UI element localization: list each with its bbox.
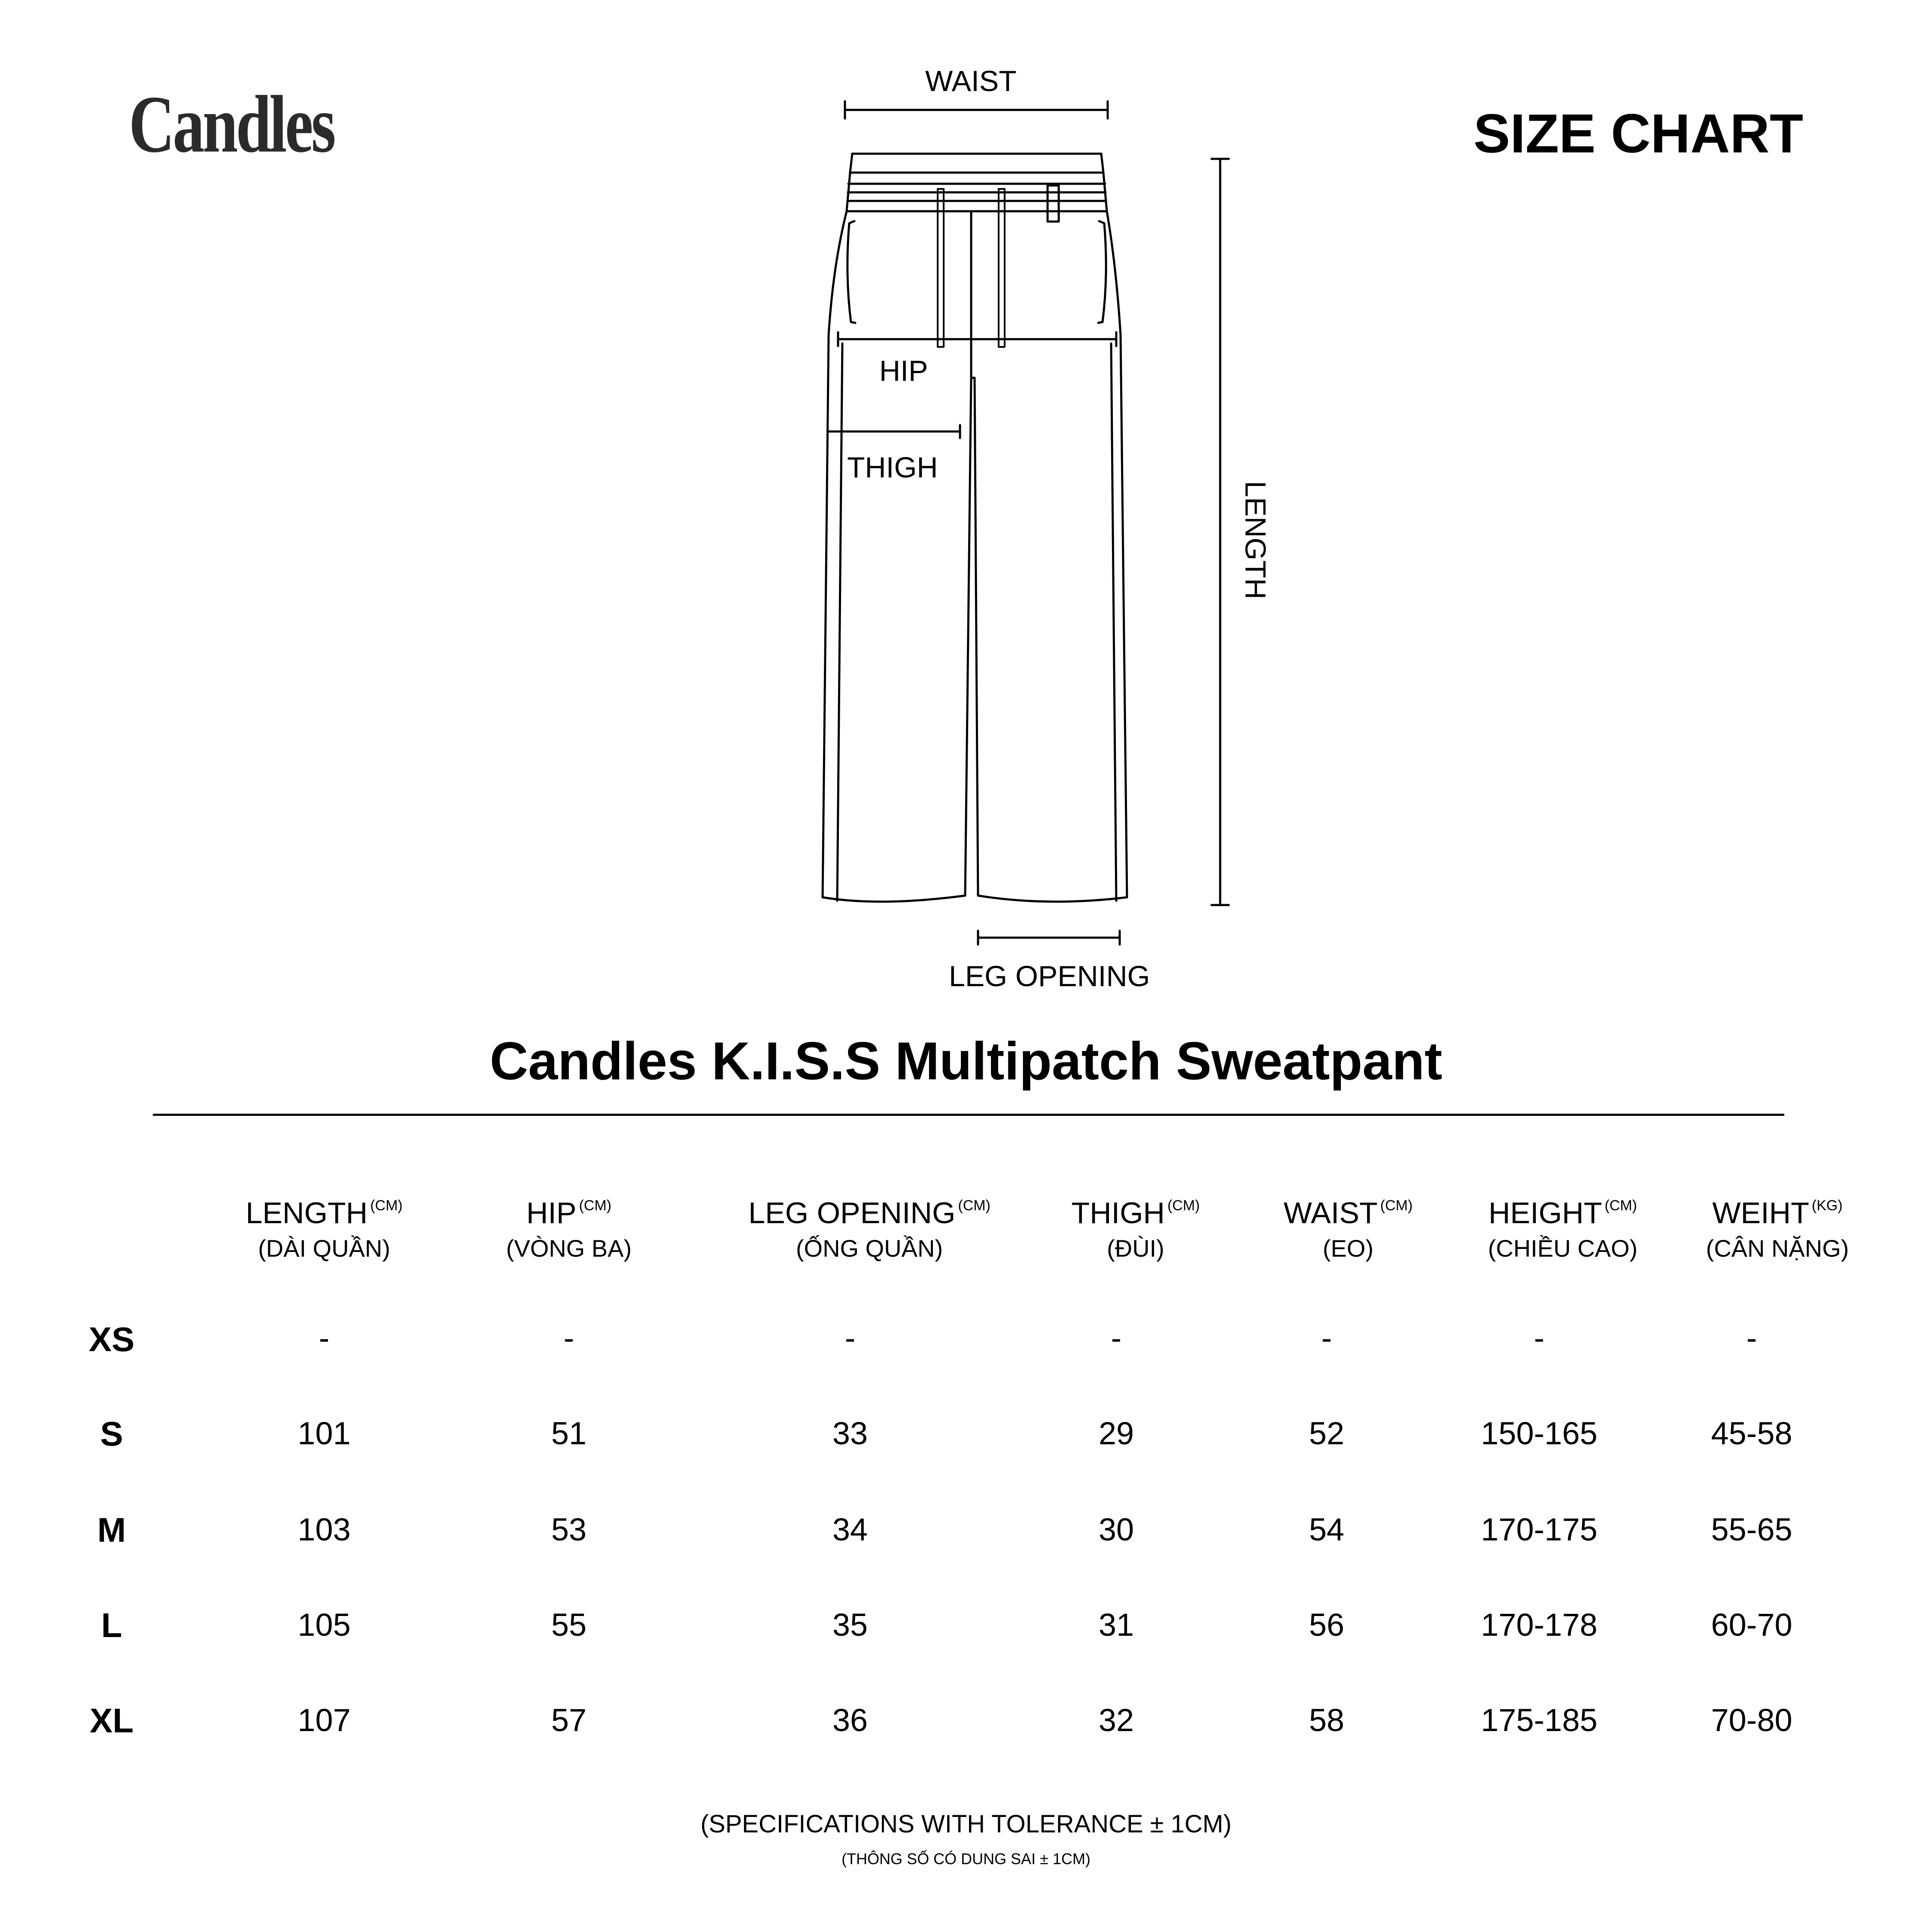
- table-cell: -: [563, 1320, 574, 1356]
- waistband: [847, 154, 1107, 211]
- column-unit: (KG): [1811, 1197, 1843, 1214]
- table-cell: -: [844, 1320, 856, 1356]
- left-pocket: [848, 221, 855, 323]
- table-cell: 105: [298, 1607, 351, 1643]
- thigh-measure-line: [829, 425, 960, 438]
- column-header-label: HIP: [526, 1196, 577, 1230]
- right-pocket: [1098, 221, 1106, 323]
- table-cell: 57: [551, 1702, 587, 1738]
- label-patch: [1048, 185, 1059, 222]
- table-cell: 103: [298, 1512, 351, 1547]
- size-label-l: L: [101, 1606, 122, 1644]
- size-label-m: M: [97, 1511, 126, 1549]
- table-cell: 107: [298, 1702, 351, 1738]
- leg-opening-measure-line: [978, 931, 1120, 945]
- size-label-xs: XS: [88, 1320, 135, 1358]
- column-header-label: WAIST: [1283, 1196, 1378, 1230]
- tolerance-note: (SPECIFICATIONS WITH TOLERANCE ± 1CM): [700, 1810, 1232, 1838]
- column-unit: (CM): [1167, 1197, 1200, 1214]
- table-cell: 150-165: [1481, 1416, 1598, 1451]
- table-cell: 170-178: [1481, 1607, 1598, 1643]
- table-cell: 31: [1098, 1607, 1134, 1643]
- table-cell: -: [1321, 1320, 1332, 1356]
- length-measure-line: [1212, 159, 1229, 905]
- hip-measure-line: [838, 332, 1116, 346]
- column-header-label: LEG OPENING: [748, 1196, 956, 1230]
- right-side-stripe: [1111, 343, 1116, 901]
- table-cell: 36: [832, 1702, 868, 1738]
- column-header-label: LENGTH: [246, 1196, 368, 1230]
- table-cell: -: [1111, 1320, 1122, 1356]
- leg-opening-label: LEG OPENING: [949, 960, 1150, 993]
- table-cell: 33: [832, 1416, 868, 1451]
- column-unit: (CM): [370, 1197, 403, 1214]
- column-header-hip: [419, 1198, 719, 1261]
- title-divider: [153, 1114, 1784, 1116]
- table-cell: 52: [1309, 1416, 1345, 1451]
- column-header-vi: (DÀI QUẦN): [258, 1235, 390, 1262]
- table-cell: 60-70: [1711, 1607, 1792, 1643]
- table-cell: 54: [1309, 1512, 1345, 1547]
- brand-logo: Candles: [129, 79, 334, 170]
- table-cell: 53: [551, 1512, 587, 1547]
- column-header-weight: [1627, 1198, 1928, 1261]
- table-cell: 58: [1309, 1702, 1345, 1738]
- table-cell: -: [319, 1320, 330, 1356]
- table-cell: 70-80: [1711, 1702, 1792, 1738]
- column-unit: (CM): [579, 1197, 612, 1214]
- table-cell: 45-58: [1711, 1416, 1792, 1451]
- table-cell: -: [1534, 1320, 1545, 1356]
- column-unit: (CM): [1380, 1197, 1413, 1214]
- table-cell: 32: [1098, 1702, 1134, 1738]
- column-header-label: HEIGHT: [1488, 1196, 1602, 1230]
- thigh-label: THIGH: [847, 451, 938, 484]
- column-unit: (CM): [1604, 1197, 1637, 1214]
- column-unit: (CM): [958, 1197, 990, 1214]
- left-side-stripe: [837, 343, 842, 901]
- page-title: SIZE CHART: [1473, 103, 1803, 164]
- column-header-vi: (ĐÙI): [1107, 1235, 1164, 1262]
- column-header-vi: (VÒNG BA): [506, 1235, 632, 1262]
- product-title: Candles K.I.S.S Multipatch Sweatpant: [489, 1032, 1443, 1091]
- table-cell: -: [1746, 1320, 1757, 1356]
- waist-label: WAIST: [925, 65, 1017, 97]
- tolerance-note-vi: (THÔNG SỐ CÓ DUNG SAI ± 1CM): [841, 1850, 1091, 1868]
- table-cell: 175-185: [1481, 1702, 1598, 1738]
- length-label: LENGTH: [1239, 481, 1272, 599]
- table-cell: 29: [1098, 1416, 1134, 1451]
- table-cell: 170-175: [1481, 1512, 1598, 1547]
- column-header-vi: (CHIỀU CAO): [1488, 1235, 1638, 1262]
- column-header-vi: (CÂN NẶNG): [1706, 1235, 1849, 1262]
- column-header-label: THIGH: [1071, 1196, 1165, 1230]
- pants-outline: [823, 211, 1127, 902]
- column-header-vi: (EO): [1322, 1235, 1374, 1262]
- column-header-leg-opening: [719, 1198, 1020, 1261]
- table-cell: 56: [1309, 1607, 1345, 1643]
- table-cell: 30: [1098, 1512, 1134, 1547]
- table-cell: 34: [832, 1512, 868, 1547]
- hip-label: HIP: [879, 355, 928, 387]
- column-header-label: WEIHT: [1712, 1196, 1809, 1230]
- table-cell: 51: [551, 1416, 587, 1451]
- table-cell: 55: [551, 1607, 587, 1643]
- table-cell: 35: [832, 1607, 868, 1643]
- size-label-xl: XL: [89, 1701, 134, 1740]
- table-cell: 55-65: [1711, 1512, 1792, 1547]
- waist-measure-line: [845, 101, 1108, 118]
- size-label-s: S: [100, 1415, 123, 1453]
- table-cell: 101: [298, 1416, 351, 1451]
- column-header-vi: (ỐNG QUẦN): [796, 1235, 943, 1262]
